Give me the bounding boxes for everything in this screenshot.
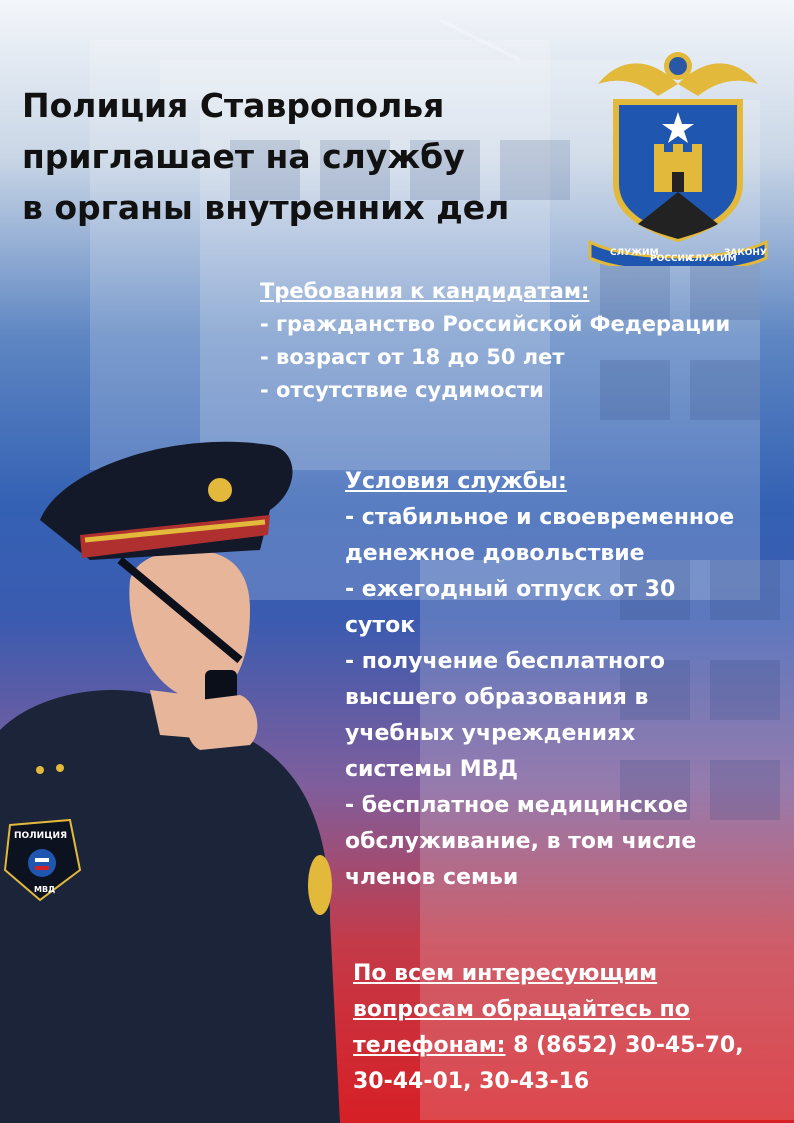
police-officer-illustration [0, 400, 360, 1123]
contact-phones-1: 8 (8652) 30-45-70, [505, 1033, 744, 1058]
requirement-item: - возраст от 18 до 50 лет [260, 345, 565, 369]
patch-top-text: ПОЛИЦИЯ [14, 831, 68, 841]
emblem-ribbon-text-1: СЛУЖИМ [610, 248, 659, 258]
conditions-block [345, 464, 734, 896]
condition-line: - бесплатное медицинское [345, 793, 688, 818]
condition-line: обслуживание, в том числе [345, 829, 697, 854]
emblem-ribbon-text-4: ЗАКОНУ [724, 248, 767, 258]
requirements-block [260, 275, 730, 407]
police-emblem-icon [588, 14, 768, 266]
contact-line-1: По всем интересующим [353, 961, 658, 986]
title-line-3: в органы внутренних дел [22, 188, 510, 227]
patch-bottom-text: МВД [34, 885, 56, 894]
emblem-ribbon-text-2: РОССИИ [650, 254, 693, 264]
requirement-item: - гражданство Российской Федерации [260, 312, 731, 336]
requirement-item: - отсутствие судимости [260, 378, 544, 402]
condition-line: членов семьи [345, 865, 519, 890]
title-line-1: Полиция Ставрополья [22, 86, 445, 125]
page-title [22, 80, 509, 233]
emblem-ribbon-text-3: СЛУЖИМ [688, 254, 737, 264]
condition-line: учебных учреждениях [345, 721, 636, 746]
conditions-heading: Условия службы: [345, 469, 567, 494]
condition-line: системы МВД [345, 757, 518, 782]
requirements-heading: Требования к кандидатам: [260, 279, 590, 303]
condition-line: - ежегодный отпуск от 30 [345, 577, 676, 602]
condition-line: денежное довольствие [345, 541, 645, 566]
condition-line: - получение бесплатного [345, 649, 665, 674]
contact-phones-2: 30-44-01, 30-43-16 [353, 1069, 590, 1094]
contact-phones-label: телефонам: [353, 1033, 506, 1058]
condition-line: - стабильное и своевременное [345, 505, 735, 530]
condition-line: высшего образования в [345, 685, 649, 710]
contact-line-2: вопросам обращайтесь по [353, 997, 690, 1022]
title-line-2: приглашает на службу [22, 137, 465, 176]
contact-block [353, 956, 744, 1100]
condition-line: суток [345, 613, 416, 638]
